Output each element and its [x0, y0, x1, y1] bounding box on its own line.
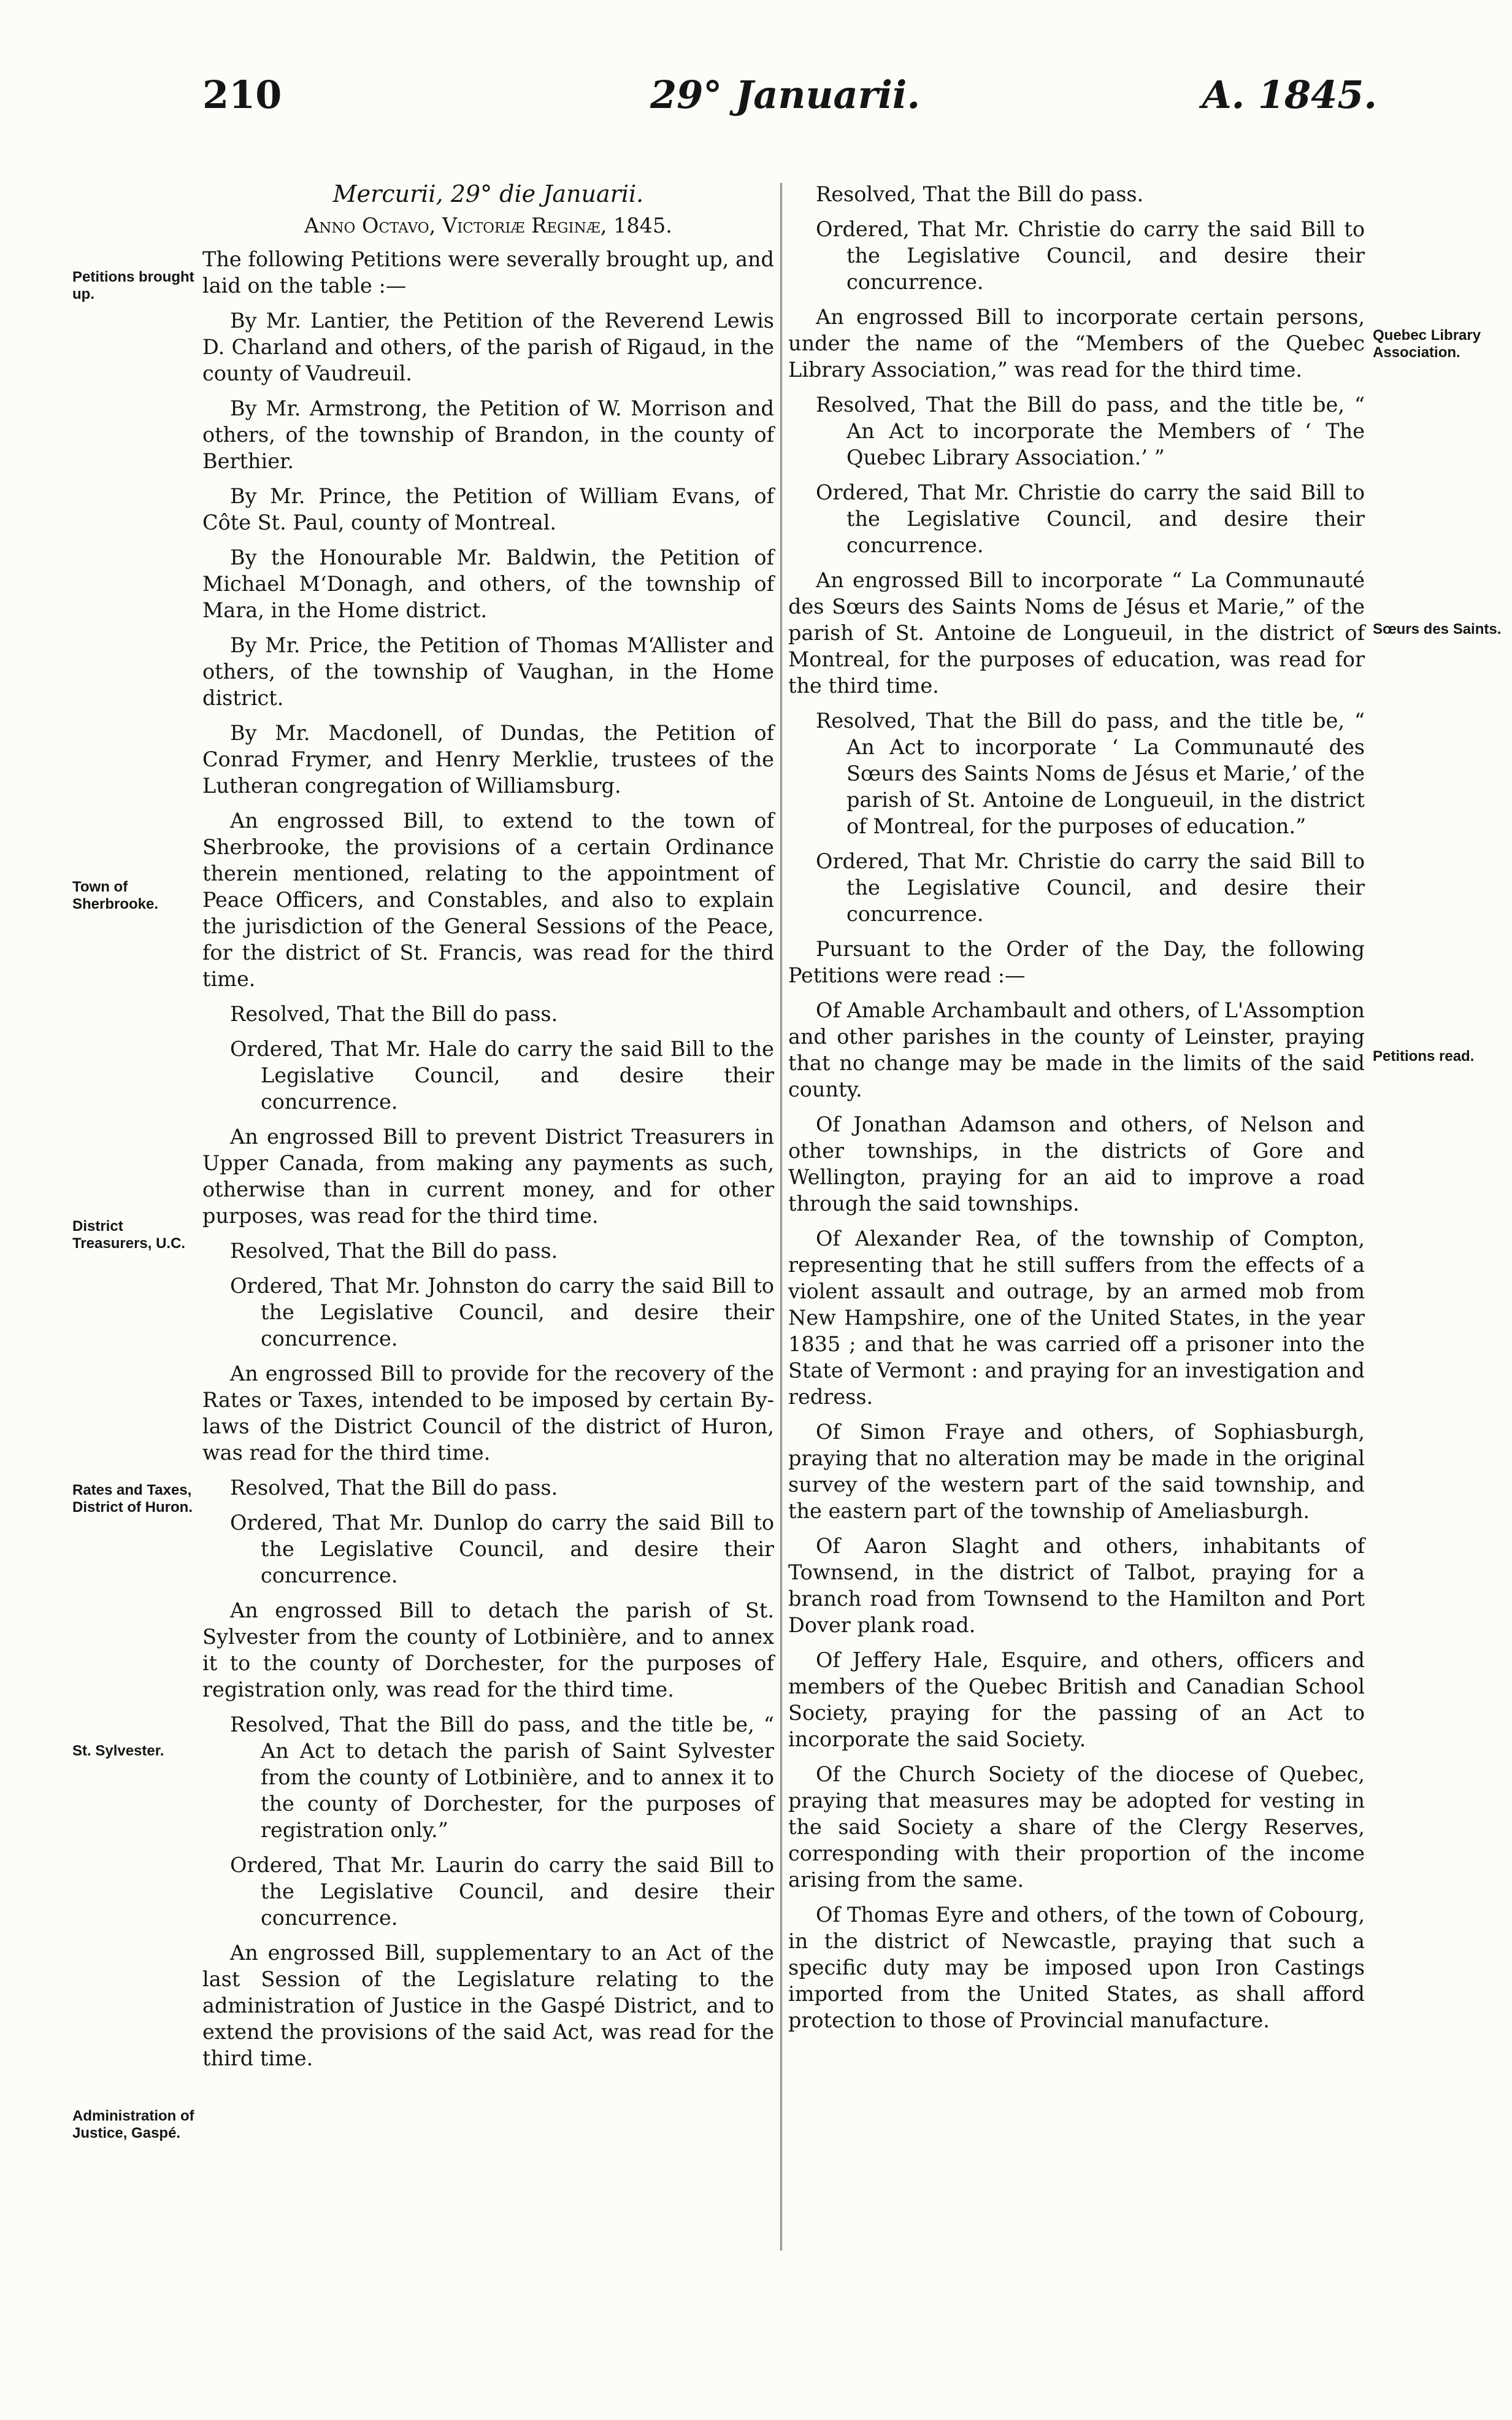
margin-note-petitions-read: Petitions read. — [1373, 1048, 1475, 1065]
paragraph-resolved: Resolved, That the Bill do pass. — [816, 182, 1144, 206]
paragraph-bill: An engrossed Bill, to extend to the town of Sherbrooke, the provisions of a certain Ordinance therein mentioned, relating to the appointment of Peace Officers, and Constables, and also to explain the jurisdiction of the General Sessions of the Peace, for the district of St. Francis, was read for the third time. — [202, 809, 774, 991]
paragraph-bill: An engrossed Bill to detach the parish of St. Sylvester from the county of Lotbinière, and to annex it to the county of Dorchester, for the purposes of registration only, was read for the third time. — [202, 1598, 774, 1701]
paragraph-ordered: Ordered, That Mr. Johnston do carry the said Bill to the Legislative Council, and desire their concurrence. — [230, 1274, 774, 1351]
paragraph-petition: By Mr. Lantier, the Petition of the Reverend Lewis D. Charland and others, of the parish of Rigaud, in the county of Vaudreuil. — [202, 309, 774, 385]
session-title: Mercurii, 29° die Januarii. — [332, 180, 644, 207]
paragraph-ordered: Ordered, That Mr. Christie do carry the said Bill to the Legislative Council, and desire their concurrence. — [816, 480, 1365, 557]
left-column — [202, 181, 774, 2080]
paragraph-petitions-intro: The following Petitions were severally brought up, and laid on the table :— — [202, 247, 774, 298]
header-date: 29° Januarii. — [650, 72, 921, 117]
paragraph-petition-read: Of the Church Society of the diocese of Quebec, praying that measures may be adopted for vesting in the said Society a share of the Clergy Reserves, corresponding with their proportion of the income arising from the same. — [788, 1762, 1365, 1892]
paragraph-petition-read: Of Simon Fraye and others, of Sophiasburgh, praying that no alteration may be made in the original survey of the western part of the said township, and the eastern part of the township of Ameliasburgh. — [788, 1420, 1365, 1523]
page-number: 210 — [202, 72, 282, 117]
paragraph-ordered: Ordered, That Mr. Christie do carry the said Bill to the Legislative Council, and desire their concurrence. — [816, 849, 1365, 926]
column-divider — [780, 183, 782, 2251]
paragraph-petition-read: Of Thomas Eyre and others, of the town of Cobourg, in the district of Newcastle, praying that such a specific duty may be imposed upon Iron Castings imported from the United States, as shall afford protection to those of Provincial manufacture. — [788, 1903, 1365, 2032]
right-column — [788, 181, 1365, 2042]
paragraph-ordered: Ordered, That Mr. Dunlop do carry the said Bill to the Legislative Council, and desire their concurrence. — [230, 1511, 774, 1587]
paragraph-ordered: Ordered, That Mr. Christie do carry the said Bill to the Legislative Council, and desire their concurrence. — [816, 217, 1365, 294]
margin-note-treasurers: District Treasurers, U.C. — [72, 1218, 186, 1252]
paragraph-petition: By Mr. Prince, the Petition of William Evans, of Côte St. Paul, county of Montreal. — [202, 484, 774, 534]
paragraph-resolved: Resolved, That the Bill do pass. — [230, 1476, 558, 1500]
paragraph-resolved: Resolved, That the Bill do pass. — [230, 1239, 558, 1263]
paragraph-bill: An engrossed Bill to incorporate certain persons, under the name of the “Members of the Quebec Library Association,” was read for the third time. — [788, 305, 1365, 382]
paragraph-bill: An engrossed Bill, supplementary to an Act of the last Session of the Legislature relating to the administration of Justice in the Gaspé District, and to extend the provisions of the said Act, was read for the third time. — [202, 1941, 774, 2070]
paragraph-petition: By Mr. Armstrong, the Petition of W. Morrison and others, of the township of Brandon, in the county of Berthier. — [202, 396, 774, 473]
paragraph-ordered: Ordered, That Mr. Hale do carry the said Bill to the Legislative Council, and desire their concurrence. — [230, 1037, 774, 1114]
paragraph-resolved: Resolved, That the Bill do pass, and the title be, “ An Act to incorporate ‘ La Communauté des Sœurs des Saints Noms de Jésus et Marie,’ of the parish of St. Antoine de Longueuil, in the district of Montreal, for the purposes of education.” — [816, 709, 1365, 838]
margin-note-huron: Rates and Taxes, District of Huron. — [72, 1482, 193, 1516]
paragraph-petition-read: Of Aaron Slaght and others, inhabitants of Townsend, in the district of Talbot, praying for a branch road from Townsend to the Hamilton and Port Dover plank road. — [788, 1534, 1365, 1637]
header-year: A. 1845. — [1202, 72, 1377, 117]
paragraph-petition: By the Honourable Mr. Baldwin, the Petition of Michael M‘Donagh, and others, of the township of Mara, in the Home district. — [202, 545, 774, 622]
paragraph-bill: An engrossed Bill to prevent District Treasurers in Upper Canada, from making any payments as such, otherwise than in current money, and for other purposes, was read for the third time. — [202, 1125, 774, 1228]
paragraph-petition: By Mr. Price, the Petition of Thomas M‘Allister and others, of the township of Vaughan, in the Home district. — [202, 633, 774, 710]
paragraph-petition: By Mr. Macdonell, of Dundas, the Petition of Conrad Frymer, and Henry Merklie, trustees of the Lutheran congregation of Williamsburg. — [202, 721, 774, 798]
paragraph-resolved: Resolved, That the Bill do pass. — [230, 1002, 558, 1026]
margin-note-quebec-library: Quebec Library Association. — [1373, 327, 1481, 361]
paragraph-petition-read: Of Jonathan Adamson and others, of Nelson and other townships, in the districts of Gore and Wellington, praying for an aid to improve a road through the said townships. — [788, 1112, 1365, 1216]
margin-note-sherbrooke: Town of Sherbrooke. — [72, 879, 159, 912]
paragraph-petition-read: Of Amable Archambault and others, of L'Assomption and other parishes in the county of Leinster, praying that no change may be made in the limits of the said county. — [788, 998, 1365, 1101]
margin-note-soeurs: Sœurs des Saints. — [1373, 621, 1502, 638]
margin-note-gaspe: Administration of Justice, Gaspé. — [72, 2108, 194, 2141]
paragraph-petition-read: Of Alexander Rea, of the township of Compton, representing that he still suffers from the effects of a violent assault and outrage, by an armed mob from New Hampshire, one of the United States, in the year 1835 ; and that he was carried off a prisoner into the State of Vermont : and praying for an investigation and redress. — [788, 1227, 1365, 1409]
running-header — [0, 72, 1512, 140]
paragraph-ordered: Ordered, That Mr. Laurin do carry the said Bill to the Legislative Council, and desire their concurrence. — [230, 1853, 774, 1930]
paragraph-resolved: Resolved, That the Bill do pass, and the title be, “ An Act to detach the parish of Saint Sylvester from the county of Lotbinière, and to annex it to the county of Dorchester, for the purposes of registration only.” — [230, 1713, 774, 1842]
paragraph-petition-read: Of Jeffery Hale, Esquire, and others, officers and members of the Quebec British and Canadian School Society, praying for the passing of an Act to incorporate the said Society. — [788, 1648, 1365, 1751]
paragraph-bill: An engrossed Bill to provide for the recovery of the Rates or Taxes, intended to be imposed by certain By-laws of the District Council of the district of Huron, was read for the third time. — [202, 1362, 774, 1465]
paragraph-bill: An engrossed Bill to incorporate “ La Communauté des Sœurs des Saints Noms de Jésus et Marie,” of the parish of St. Antoine de Longueuil, in the district of Montreal, for the purposes of education, was read for the third time. — [788, 568, 1365, 698]
margin-note-petitions: Petitions brought up. — [72, 269, 194, 302]
paragraph-order-of-day: Pursuant to the Order of the Day, the following Petitions were read :— — [788, 937, 1365, 987]
anno-line: Anno Octavo, Victoriæ Reginæ, 1845. — [304, 214, 672, 237]
paragraph-resolved: Resolved, That the Bill do pass, and the title be, “ An Act to incorporate the Members of ‘ The Quebec Library Association.’ ” — [816, 393, 1365, 469]
margin-note-sylvester: St. Sylvester. — [72, 1743, 164, 1759]
